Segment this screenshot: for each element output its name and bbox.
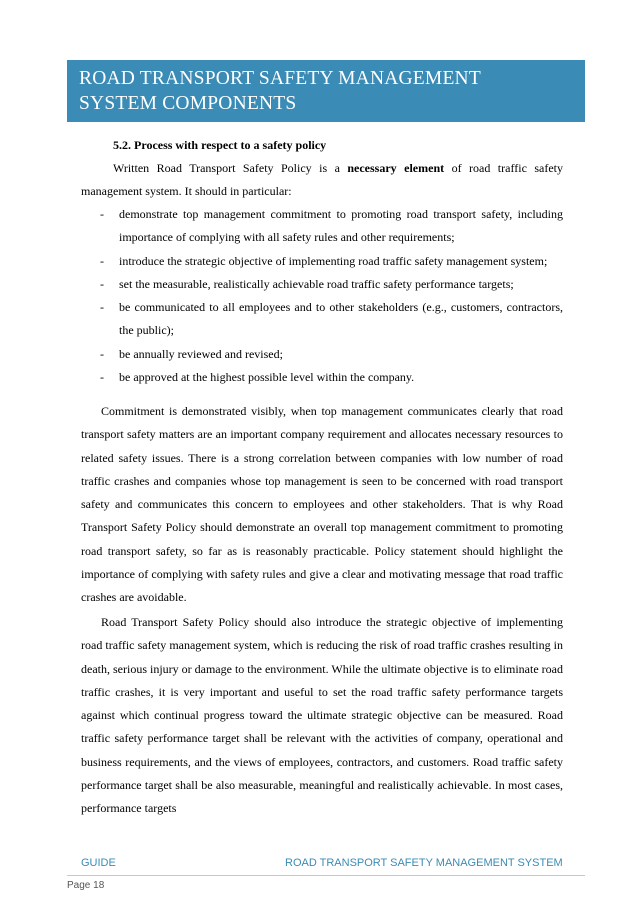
body-paragraph-1-container xyxy=(81,400,563,610)
list-item: - be annually reviewed and revised; xyxy=(100,346,283,361)
list-item: - be approved at the highest possible level within the company. xyxy=(100,370,415,385)
section-heading: 5.2. Process with respect to a safety policy xyxy=(113,138,327,152)
list-item-text: introduce the strategic objective of implementing road traffic safety management system; xyxy=(119,253,548,268)
footer-guide-label: GUIDE xyxy=(81,857,116,869)
section-intro xyxy=(81,157,563,204)
intro-text-post: of road traffic safety management system. It should in particular: xyxy=(81,161,564,199)
title-banner xyxy=(67,60,585,122)
intro-text-pre: Written Road Transport Safety Policy is a xyxy=(113,161,348,175)
footer-divider xyxy=(67,875,585,876)
footer-title: ROAD TRANSPORT SAFETY MANAGEMENT SYSTEM xyxy=(285,857,563,869)
list-item-text: demonstrate top management commitment to promoting road transport safety, including importance of complying with all safety rules and other requirements; xyxy=(119,207,563,245)
body-paragraph-2-container xyxy=(81,611,563,821)
bullet-list-container xyxy=(81,203,563,389)
intro-paragraph xyxy=(81,157,563,204)
list-item-text: be annually reviewed and revised; xyxy=(119,346,283,361)
banner-title-line-1: ROAD TRANSPORT SAFETY MANAGEMENT xyxy=(79,68,481,89)
list-item-text: be communicated to all employees and to other stakeholders (e.g., customers, contractors, the public); xyxy=(119,300,563,338)
page-number: Page 18 xyxy=(67,880,105,891)
list-item: - be communicated to all employees and to other stakeholders (e.g., customers, contractors, the public); xyxy=(100,300,563,338)
intro-text-bold: necessary element xyxy=(347,161,445,175)
body-paragraph-2: Road Transport Safety Policy should also introduce the strategic objective of implementing road traffic safety management system, which is reducing the risk of road traffic crashes resulting in death, serious injury or damage to the environment. While the ultimate objective is to eliminate road traffic crashes, it is very important and useful to set the road traffic safety performance targets against which continual progress toward the ultimate strategic objective can be measured. Road traffic safety performance target shall be relevant with the activities of company, operational and business requirements, and the views of employees, contractors, and customers. Road traffic safety performance target shall be also measurable, meaningful and realistically achievable. In most cases, performance targets xyxy=(81,615,563,816)
list-item: - introduce the strategic objective of implementing road traffic safety management system; xyxy=(100,253,548,268)
bullet-list xyxy=(81,203,563,389)
body-paragraph-1: Commitment is demonstrated visibly, when top management communicates clearly that road transport safety matters are an important company requirement and allocates necessary resources to related safety issues. There is a strong correlation between companies with low number of road traffic crashes and companies whose top management is seen to be concerned with road transport safety and communicates this concern to employees and other stakeholders. That is why Road Transport Safety Policy should demonstrate an overall top management commitment to promoting road transport safety, so far as is reasonably practicable. Policy statement should highlight the importance of complying with safety rules and give a clear and motivating message that road traffic crashes are avoidable. xyxy=(81,404,563,605)
list-item: - demonstrate top management commitment to promoting road transport safety, including importance of complying with all safety rules and other requirements; xyxy=(100,207,563,245)
list-item: - set the measurable, realistically achievable road traffic safety performance targets; xyxy=(100,276,514,291)
list-item-text: set the measurable, realistically achievable road traffic safety performance targets; xyxy=(119,276,514,291)
list-item-text: be approved at the highest possible level within the company. xyxy=(119,370,415,385)
banner-title-line-2: SYSTEM COMPONENTS xyxy=(79,93,297,114)
